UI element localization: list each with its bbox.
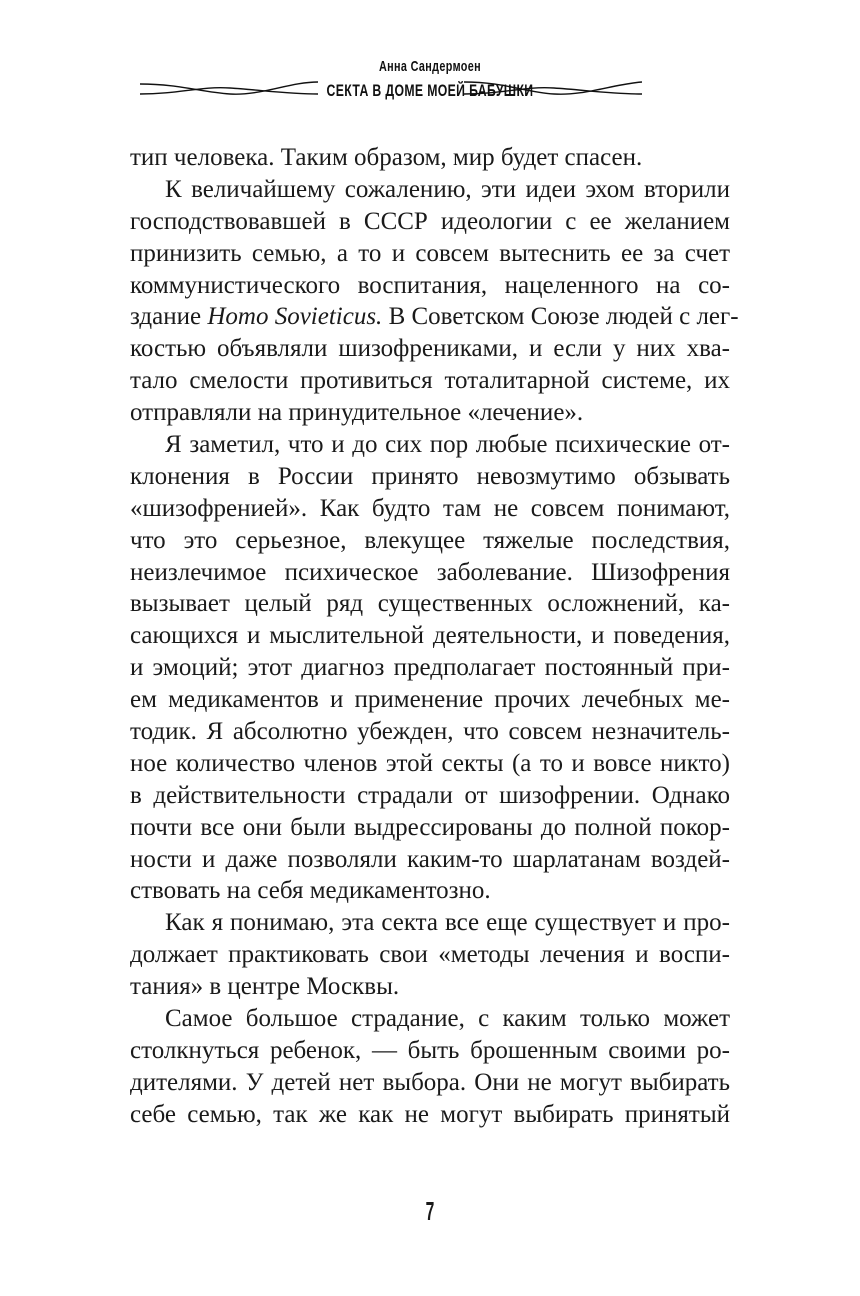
running-head-title: СЕКТА В ДОМЕ МОЕЙ БАБУШКИ (326, 81, 534, 100)
text-line (130, 1067, 730, 1099)
text-span: ствовать на себя медикаментозно. (130, 877, 491, 905)
text-span: Самое большое страдание, с каким только может (165, 1005, 730, 1033)
text-span: тип человека. Таким образом, мир будет спасен. (130, 144, 643, 171)
text-span: ности и даже позволяли каким-то шарлатанам воздей- (130, 845, 730, 873)
paragraph (130, 1003, 730, 1131)
text-line (130, 206, 730, 238)
text-line (130, 875, 730, 907)
text-span: здание (130, 303, 208, 331)
text-span: себе семью, так же как не могут выбирать принятый (130, 1100, 730, 1128)
text-line (130, 333, 730, 365)
text-line (130, 174, 730, 206)
text-line (130, 461, 730, 493)
text-span: тодик. Я абсолютно убежден, что совсем незначитель- (130, 718, 730, 746)
text-span: столкнуться ребенок, — быть брошенным своими ро- (130, 1036, 730, 1064)
body-text (130, 142, 739, 1131)
header-ornament-right (464, 78, 642, 100)
text-span: что это серьезное, влекущее тяжелые последствия, (130, 526, 730, 554)
text-line (130, 1035, 730, 1067)
text-span: тало смелости противиться тоталитарной системе, их (130, 367, 730, 395)
text-span: В Советском Союзе людей с лег- (382, 303, 739, 331)
text-span: коммунистического воспитания, нацеленного на со- (130, 271, 730, 299)
paragraph (130, 142, 730, 174)
text-span: ем медикаментов и применение прочих лечебных ме- (130, 686, 730, 714)
text-line (130, 557, 730, 589)
text-span: «шизофренией». Как будто там не совсем понимают, (130, 494, 730, 522)
text-span: отправляли на принудительное «лечение». (130, 399, 584, 427)
text-line (130, 429, 730, 461)
text-span: сающихся и мыслительной деятельности, и поведения, (130, 622, 730, 650)
text-line (130, 270, 730, 302)
text-span: ное количество членов этой секты (а то и вовсе никто) (130, 749, 730, 777)
paragraph (130, 429, 730, 907)
text-line (130, 939, 730, 971)
text-line (130, 907, 730, 939)
text-line (130, 844, 730, 876)
text-line (130, 684, 730, 716)
italic-term: Homo Sovieticus. (207, 303, 383, 331)
text-span: неизлечимое психическое заболевание. Шизофрения (130, 558, 730, 586)
text-span: господствовавшей в СССР идеологии с ее желанием (130, 207, 730, 235)
text-line (130, 812, 730, 844)
text-span: клонения в России принято невозмутимо обзывать (130, 462, 730, 490)
text-line (130, 780, 730, 812)
paragraph (130, 174, 739, 429)
text-line (130, 588, 730, 620)
text-line (130, 301, 739, 333)
text-span: принизить семью, а то и совсем вытеснить ее за счет (130, 239, 730, 267)
text-span: дителями. У детей нет выбора. Они не могут выбирать (130, 1068, 730, 1096)
text-line (130, 652, 730, 684)
running-head-author: Анна Сандермоен (378, 58, 482, 75)
text-span: и эмоций; этот диагноз предполагает постоянный при- (130, 654, 730, 682)
text-span: К величайшему сожалению, эти идеи эхом вторили (165, 175, 730, 203)
text-line (130, 493, 730, 525)
text-line (130, 525, 730, 557)
text-line (130, 142, 730, 174)
paragraph (130, 907, 730, 1003)
text-line (130, 365, 730, 397)
text-line (130, 1099, 730, 1131)
text-span: почти все они были выдрессированы до полной покор- (130, 813, 730, 841)
page-number: 7 (425, 1196, 435, 1226)
text-span: костью объявляли шизофрениками, и если у них хва- (130, 335, 730, 363)
text-line (130, 1003, 730, 1035)
text-line (130, 971, 730, 1003)
text-span: должает практиковать свои «методы лечения и воспи- (130, 941, 730, 969)
text-line (130, 620, 730, 652)
text-line (130, 238, 730, 270)
text-span: Как я понимаю, эта секта все еще существует и про- (165, 909, 730, 937)
text-span: Я заметил, что и до сих пор любые психические от- (165, 431, 730, 459)
text-span: тания» в центре Москвы. (130, 973, 400, 1001)
text-span: в действительности страдали от шизофрении. Однако (130, 781, 730, 809)
text-line (130, 716, 730, 748)
text-line (130, 397, 730, 429)
text-line (130, 748, 730, 780)
text-span: вызывает целый ряд существенных осложнений, ка- (130, 590, 730, 618)
